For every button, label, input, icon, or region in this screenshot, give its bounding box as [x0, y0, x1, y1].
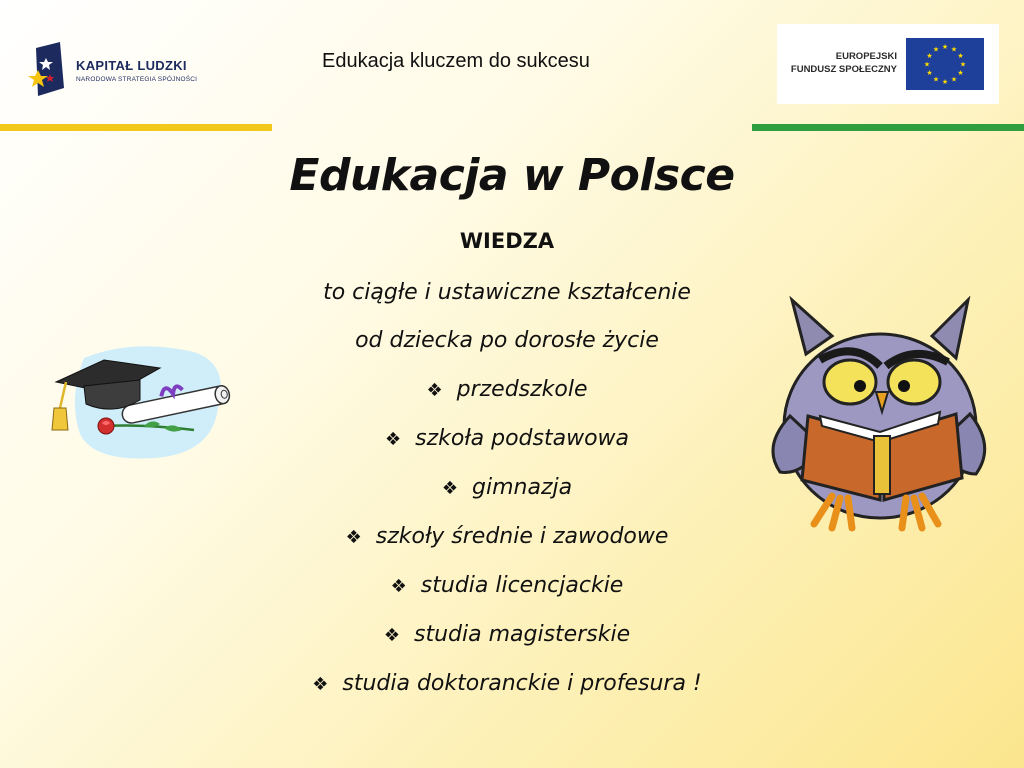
svg-text:★: ★ — [950, 45, 958, 54]
svg-text:★: ★ — [957, 69, 964, 77]
svg-text:★: ★ — [957, 52, 964, 60]
kapital-ludzki-star-icon — [28, 40, 72, 102]
svg-text:★: ★ — [941, 43, 949, 51]
svg-text:★: ★ — [926, 69, 933, 77]
diamond-bullet-icon: ❖ — [441, 478, 459, 499]
list-item — [0, 671, 1014, 696]
efs-logo — [777, 24, 999, 104]
header-motto: Edukacja kluczem do sukcesu — [322, 50, 590, 72]
header-divider-yellow — [0, 124, 272, 131]
svg-text:★: ★ — [950, 75, 958, 84]
list-item-label: studia licencjackie — [420, 573, 624, 598]
diamond-bullet-icon: ❖ — [426, 380, 443, 401]
list-item-label: szkoła podstawowa — [415, 426, 630, 451]
kapital-ludzki-title: KAPITAŁ LUDZKI — [76, 58, 187, 73]
header-divider-green — [752, 124, 1024, 131]
diamond-bullet-icon: ❖ — [345, 527, 362, 548]
svg-text:★: ★ — [926, 52, 933, 60]
intro-line: od dziecka po dorosłe życie — [355, 328, 659, 353]
diamond-bullet-icon: ❖ — [383, 625, 401, 646]
list-item-label: studia doktoranckie i profesura ! — [342, 671, 702, 696]
svg-text:★: ★ — [959, 60, 967, 69]
graduation-cap-diploma-icon — [44, 338, 236, 462]
svg-text:★: ★ — [941, 78, 949, 86]
kapital-ludzki-subtitle: NARODOWA STRATEGIA SPÓJNOŚCI — [76, 76, 198, 83]
eu-flag-icon — [906, 38, 984, 90]
list-item-label: studia magisterskie — [414, 622, 631, 647]
intro-line: to ciągłe i ustawiczne kształcenie — [323, 280, 691, 305]
efs-label — [791, 50, 897, 76]
slide-title: Edukacja w Polsce — [289, 150, 735, 201]
diamond-bullet-icon: ❖ — [312, 674, 329, 695]
list-item-label: przedszkole — [456, 377, 588, 402]
svg-text:★: ★ — [923, 60, 931, 69]
efs-label-line1: EUROPEJSKI — [835, 51, 897, 62]
owl-reading-book-icon — [762, 296, 994, 532]
kapital-ludzki-logo — [28, 40, 218, 102]
list-item — [0, 573, 1014, 598]
svg-text:★: ★ — [932, 75, 940, 84]
list-item-label: szkoły średnie i zawodowe — [375, 524, 669, 549]
slide-subtitle: WIEDZA — [459, 229, 555, 253]
svg-text:★: ★ — [932, 45, 940, 54]
efs-label-line2: FUNDUSZ SPOŁECZNY — [790, 64, 897, 75]
list-item — [0, 622, 1014, 647]
diamond-bullet-icon: ❖ — [390, 576, 407, 597]
diamond-bullet-icon: ❖ — [384, 429, 402, 450]
list-item-label: gimnazja — [472, 475, 573, 500]
